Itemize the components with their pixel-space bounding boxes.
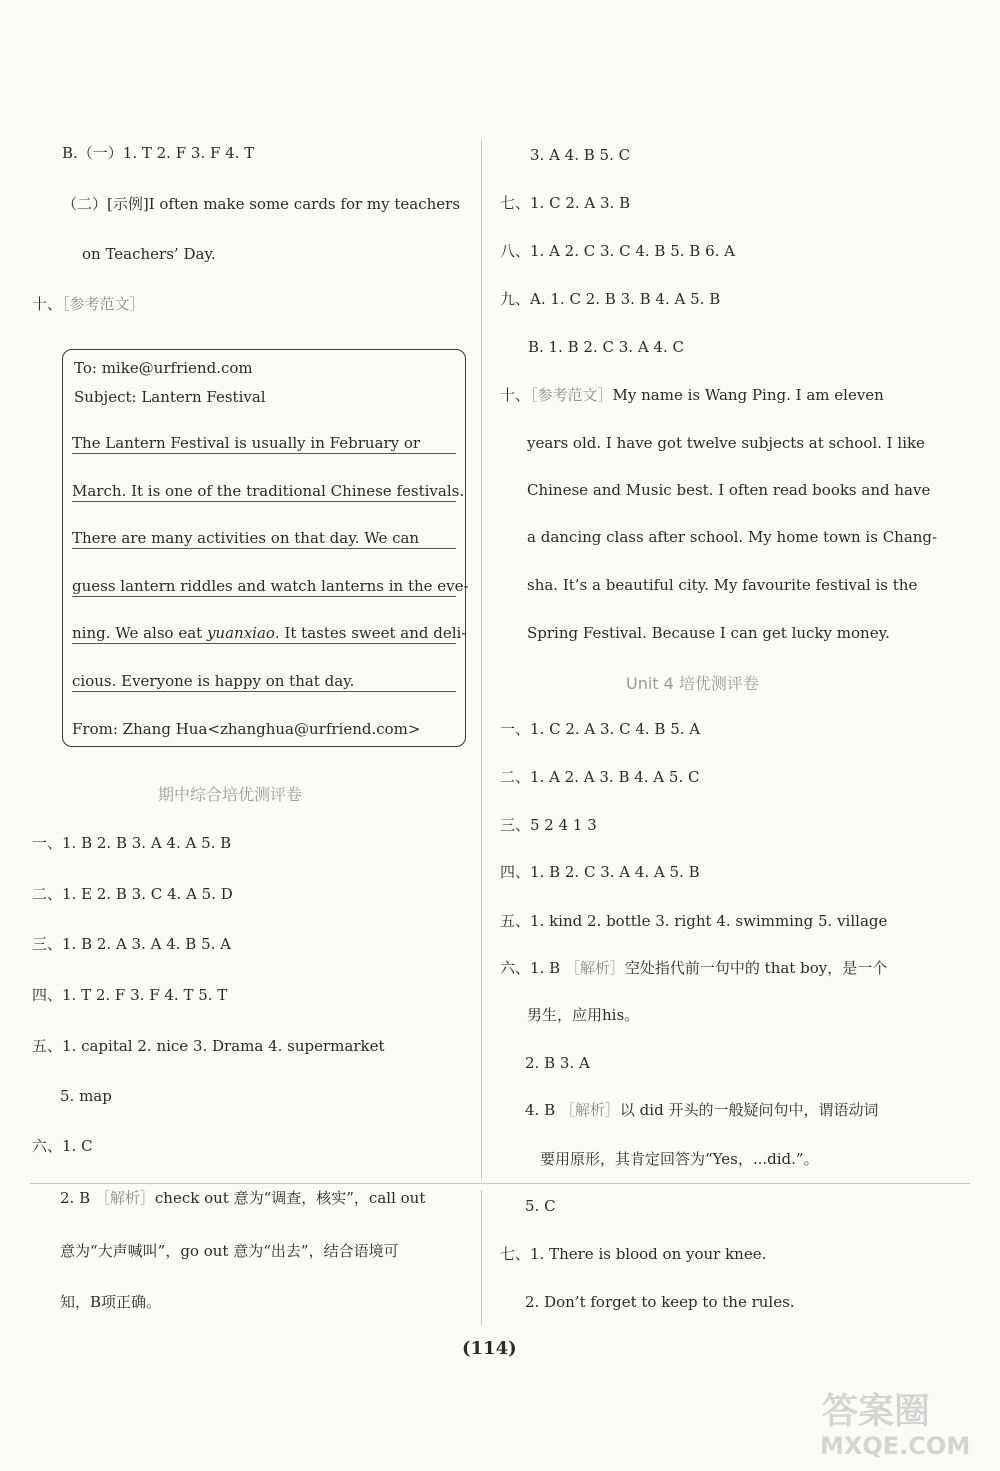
answer-line: 七、1. There is blood on your knee. bbox=[500, 1245, 767, 1263]
answer-line: B.（一）1. T 2. F 3. F 4. T bbox=[62, 144, 255, 162]
email-body-line: March. It is one of the traditional Chinese festivals. bbox=[72, 482, 465, 500]
email-text: ning. We also eat bbox=[72, 624, 207, 642]
analysis-tag: ［解析］ bbox=[564, 959, 625, 977]
email-body-line: cious. Everyone is happy on that day. bbox=[72, 671, 456, 692]
analysis-line: 意为“大声喊叫”，go out 意为“出去”，结合语境可 bbox=[60, 1242, 399, 1260]
watermark-logo: 答案圈 bbox=[822, 1391, 931, 1432]
essay-text: My name is Wang Ping. I am eleven bbox=[612, 386, 884, 404]
analysis-text: check out 意为“调查，核实”，call out bbox=[154, 1189, 426, 1207]
email-body-line bbox=[72, 623, 467, 644]
answer-num: 4. B bbox=[525, 1101, 556, 1119]
essay-line: Spring Festival. Because I can get lucky money. bbox=[527, 624, 890, 642]
model-essay-tag: ［参考范文］ bbox=[62, 295, 145, 313]
answer-num: 六、1. B bbox=[500, 959, 561, 977]
essay-line: Chinese and Music best. I often read books and have bbox=[527, 481, 931, 499]
analysis-text: 空处指代前一句中的 that boy，是一个 bbox=[624, 959, 888, 977]
answer-line: B. 1. B 2. C 3. A 4. C bbox=[528, 338, 684, 356]
answer-line: 四、1. B 2. C 3. A 4. A 5. B bbox=[500, 863, 700, 881]
answer-line: 2. Don’t forget to keep to the rules. bbox=[525, 1293, 795, 1311]
answer-line: 3. A 4. B 5. C bbox=[530, 146, 631, 164]
email-body-line: There are many activities on that day. We can bbox=[72, 528, 456, 549]
email-body-line: guess lantern riddles and watch lanterns in the eve- bbox=[72, 577, 469, 595]
horizontal-rule bbox=[30, 1183, 970, 1184]
email-italic-word: yuanxiao bbox=[206, 624, 275, 642]
answer-line: 八、1. A 2. C 3. C 4. B 5. B 6. A bbox=[500, 242, 735, 260]
essay-line: sha. It’s a beautiful city. My favourite festival is the bbox=[527, 576, 918, 594]
column-divider-top bbox=[481, 140, 482, 1180]
answer-line bbox=[525, 1100, 878, 1120]
answer-line: 一、1. C 2. A 3. C 4. B 5. A bbox=[500, 720, 701, 738]
answer-line bbox=[500, 385, 884, 405]
answer-line: 五、1. capital 2. nice 3. Drama 4. supermarket bbox=[32, 1037, 385, 1055]
analysis-line: 知，B项正确。 bbox=[60, 1293, 162, 1311]
analysis-line: 男生，应用his。 bbox=[527, 1006, 640, 1024]
model-essay-tag: ［参考范文］ bbox=[530, 386, 613, 404]
answer-line: 三、5 2 4 1 3 bbox=[500, 816, 597, 834]
page-number: (114) bbox=[462, 1338, 517, 1359]
section-title-midterm: 期中综合培优测评卷 bbox=[158, 785, 303, 804]
answer-line bbox=[60, 1188, 425, 1208]
answer-line: on Teachers’ Day. bbox=[82, 245, 216, 263]
analysis-text: 以 did 开头的一般疑问句中，谓语动词 bbox=[619, 1101, 879, 1119]
email-subject: Subject: Lantern Festival bbox=[74, 388, 266, 406]
section-title-unit4: Unit 4 培优测评卷 bbox=[626, 674, 759, 693]
analysis-line: 要用原形，其肯定回答为“Yes，...did.”。 bbox=[540, 1150, 819, 1168]
answer-line: 二、1. A 2. A 3. B 4. A 5. C bbox=[500, 768, 700, 786]
answer-line bbox=[500, 958, 887, 978]
answer-line: 三、1. B 2. A 3. A 4. B 5. A bbox=[32, 935, 232, 953]
watermark-url: MXQE.COM bbox=[820, 1432, 971, 1460]
answer-line: 九、A. 1. C 2. B 3. B 4. A 5. B bbox=[500, 290, 721, 308]
answer-line: （二）[示例]I often make some cards for my teachers bbox=[62, 195, 461, 213]
answer-line: 二、1. E 2. B 3. C 4. A 5. D bbox=[32, 885, 233, 903]
essay-line: years old. I have got twelve subjects at school. I like bbox=[527, 434, 925, 452]
section-number: 十、 bbox=[500, 386, 531, 404]
answer-line: 七、1. C 2. A 3. B bbox=[500, 194, 631, 212]
email-to: To: mike@urfriend.com bbox=[74, 359, 253, 377]
analysis-tag: ［解析］ bbox=[559, 1101, 620, 1119]
section-heading bbox=[32, 294, 145, 314]
answer-line: 5. C bbox=[525, 1197, 556, 1215]
analysis-tag: ［解析］ bbox=[94, 1189, 155, 1207]
email-text: . It tastes sweet and deli- bbox=[274, 624, 467, 642]
answer-line: 五、1. kind 2. bottle 3. right 4. swimming 5. village bbox=[500, 912, 888, 930]
answer-num: 2. B bbox=[60, 1189, 91, 1207]
section-number: 十、 bbox=[32, 295, 63, 313]
page-number-value: 114 bbox=[470, 1338, 509, 1359]
answer-line: 2. B 3. A bbox=[525, 1054, 590, 1072]
email-from: From: Zhang Hua<zhanghua@urfriend.com> bbox=[72, 720, 421, 738]
answer-line: 5. map bbox=[60, 1087, 112, 1105]
answer-line: 一、1. B 2. B 3. A 4. A 5. B bbox=[32, 834, 232, 852]
column-divider-bottom bbox=[481, 1190, 482, 1325]
answer-line: 六、1. C bbox=[32, 1137, 93, 1155]
answer-line: 四、1. T 2. F 3. F 4. T 5. T bbox=[32, 986, 228, 1004]
essay-line: a dancing class after school. My home town is Chang- bbox=[527, 528, 938, 546]
email-body-line: The Lantern Festival is usually in February or bbox=[72, 433, 456, 454]
